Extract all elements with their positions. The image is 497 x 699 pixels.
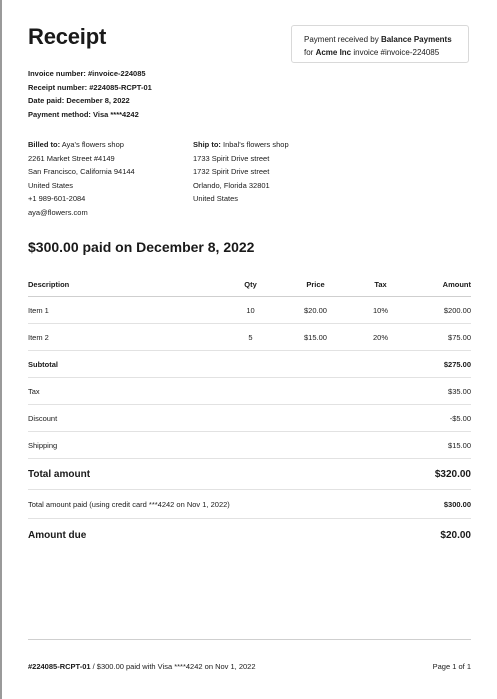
shipping-row	[28, 432, 471, 459]
footer-divider	[28, 639, 471, 640]
table-row	[28, 297, 471, 324]
payee-company: Balance Payments	[380, 35, 452, 44]
payment-received-line-2	[304, 46, 468, 59]
ship-to-header	[193, 138, 289, 152]
header-description: Description	[28, 272, 228, 297]
amount-paid-value: $300.00	[403, 490, 471, 519]
item-qty: 10	[228, 297, 273, 324]
discount-row	[28, 405, 471, 432]
item-price: $20.00	[273, 297, 358, 324]
payment-received-box	[291, 25, 469, 63]
footer-receipt-ref: #224085-RCPT-01	[28, 662, 91, 671]
total-amount-label: Total amount	[28, 459, 403, 490]
amount-paid-label: Total amount paid (using credit card ***4242 on Nov 1, 2022)	[28, 490, 403, 519]
invoice-number: Invoice number: #invoice-224085	[28, 69, 146, 78]
item-tax: 20%	[358, 324, 403, 351]
shipping-value: $15.00	[403, 432, 471, 459]
discount-value: -$5.00	[403, 405, 471, 432]
invoice-reference: invoice #invoice-224085	[351, 48, 440, 57]
item-amount: $75.00	[403, 324, 471, 351]
item-price: $15.00	[273, 324, 358, 351]
total-amount-row	[28, 459, 471, 490]
billed-to-name: Aya's flowers shop	[60, 140, 124, 149]
amount-due-label: Amount due	[28, 529, 87, 541]
ship-to-name: Inbal's flowers shop	[220, 140, 289, 149]
tax-row	[28, 378, 471, 405]
billed-to-header	[28, 138, 135, 152]
page-title: Receipt	[28, 24, 107, 49]
ship-to-line: United States	[193, 194, 239, 203]
tax-label: Tax	[28, 378, 403, 405]
item-qty: 5	[228, 324, 273, 351]
billed-to-line: San Francisco, California 94144	[28, 167, 135, 176]
billed-to-line: 2261 Market Street #4149	[28, 153, 115, 163]
billed-to-phone: +1 989-601-2084	[28, 194, 86, 203]
total-amount-value: $320.00	[403, 459, 471, 490]
payment-received-prefix: Payment received by	[304, 35, 381, 44]
receipt-number: Receipt number: #224085-RCPT-01	[28, 82, 152, 92]
amount-paid-row	[28, 490, 471, 519]
ship-to-block	[193, 138, 289, 206]
ship-to-line: 1732 Spirit Drive street	[193, 167, 270, 176]
footer-summary	[28, 662, 256, 671]
billed-to-label: Billed to:	[28, 140, 61, 149]
subtotal-value: $275.00	[403, 351, 471, 378]
subtotal-label: Subtotal	[28, 351, 403, 378]
item-description: Item 2	[28, 324, 228, 351]
table-row	[28, 324, 471, 351]
billed-to-block	[28, 138, 135, 219]
shipping-label: Shipping	[28, 432, 403, 459]
header-qty: Qty	[228, 272, 273, 297]
date-paid: Date paid: December 8, 2022	[28, 96, 130, 105]
subtotal-row	[28, 351, 471, 378]
table-header-row	[28, 272, 471, 297]
amount-due-value: $20.00	[440, 529, 471, 541]
payment-received-line-1	[304, 33, 468, 46]
discount-label: Discount	[28, 405, 403, 432]
payer-company: Acme Inc	[315, 48, 352, 57]
item-amount: $200.00	[403, 297, 471, 324]
footer-payment-text: / $300.00 paid with Visa ****4242 on Nov 1, 2022	[90, 662, 256, 671]
receipt-meta	[28, 67, 152, 121]
payment-method: Payment method: Visa ****4242	[28, 109, 139, 119]
page-number: Page 1 of 1	[432, 662, 471, 671]
billed-to-email: aya@flowers.com	[28, 207, 88, 217]
header-price: Price	[273, 272, 358, 297]
header-tax: Tax	[358, 272, 403, 297]
ship-to-line: Orlando, Florida 32801	[193, 180, 270, 190]
paid-heading: $300.00 paid on December 8, 2022	[28, 239, 255, 255]
header-amount: Amount	[403, 272, 471, 297]
ship-to-line: 1733 Spirit Drive street	[193, 153, 270, 163]
line-items-table	[28, 272, 471, 551]
item-tax: 10%	[358, 297, 403, 324]
tax-value: $35.00	[403, 378, 471, 405]
billed-to-line: United States	[28, 180, 74, 190]
payer-prefix: for	[304, 48, 316, 57]
page-left-edge	[0, 0, 2, 699]
ship-to-label: Ship to:	[193, 140, 221, 149]
item-description: Item 1	[28, 297, 228, 324]
amount-due-row	[28, 519, 471, 552]
